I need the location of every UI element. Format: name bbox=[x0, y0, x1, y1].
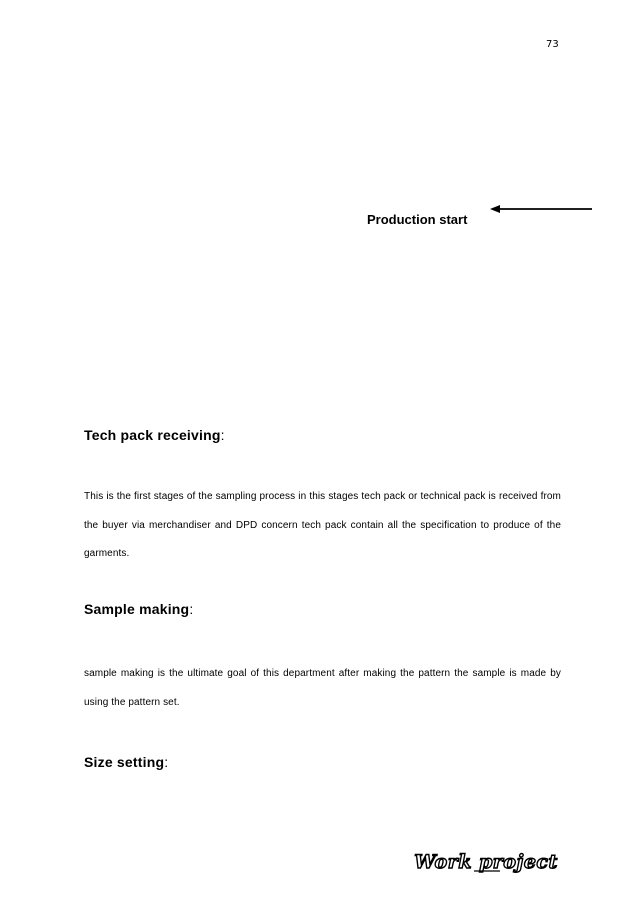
section-heading-colon: : bbox=[189, 601, 194, 617]
section-heading-sample-making bbox=[84, 601, 193, 617]
section-heading-text: Sample making bbox=[84, 601, 190, 617]
work-project-logo bbox=[400, 848, 572, 876]
section-heading-colon: : bbox=[164, 754, 169, 770]
section-body-tech-pack: This is the first stages of the sampling process in this stages tech pack or technical pack is received from the buyer via merchandiser and DPD concern tech pack contain all the specification to produce of the garments. bbox=[84, 491, 561, 559]
section-heading-size-setting bbox=[84, 754, 168, 770]
left-arrow-icon bbox=[490, 202, 594, 216]
production-start-label: Production start bbox=[367, 212, 468, 227]
svg-text:Work project: Work project bbox=[414, 851, 558, 873]
section-heading-tech-pack bbox=[84, 427, 225, 443]
section-heading-text: Size setting bbox=[84, 754, 165, 770]
section-heading-colon: : bbox=[220, 427, 225, 443]
page-number: 73 bbox=[546, 39, 559, 50]
section-heading-text: Tech pack receiving bbox=[84, 427, 221, 443]
section-body-sample-making: sample making is the ultimate goal of this department after making the pattern the sample is made by using the pattern set. bbox=[84, 668, 561, 708]
